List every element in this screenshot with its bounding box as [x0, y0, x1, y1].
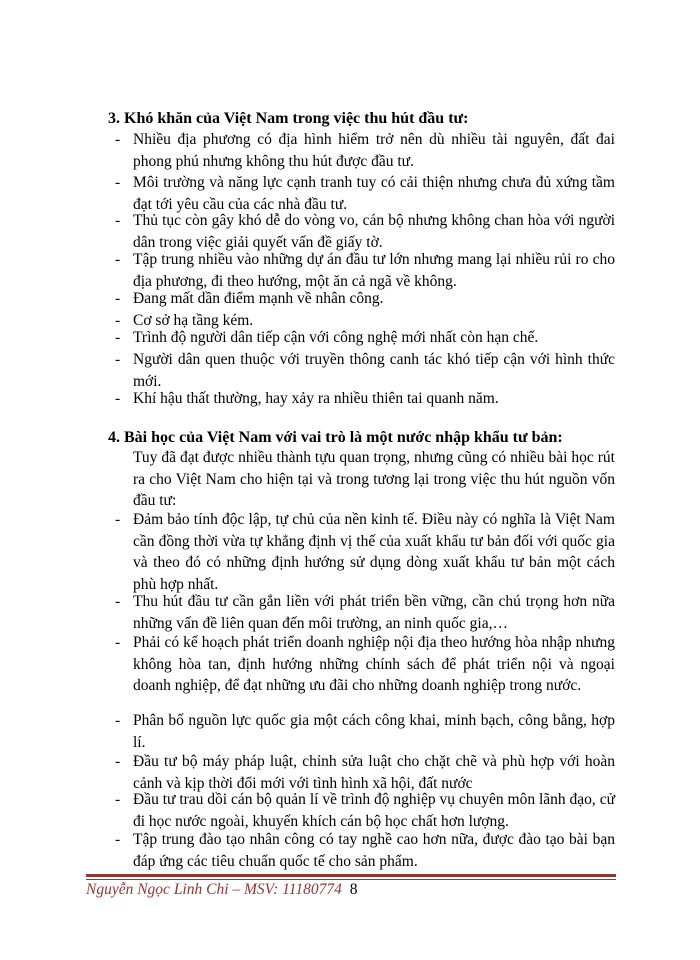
page-footer [86, 880, 358, 900]
list-item-text: Đảm bảo tính độc lập, tự chủ của nền kinh tế. Điều này có nghĩa là Việt Nam cần đồng thời vừa tự khẳng định vị thế của xuất khẩu tư bản đối với quốc gia và theo đó có những định hướng sử dụng dòng xuất khẩu tư bản một cách phù hợp nhất. [133, 511, 615, 593]
bullet-dash: - [115, 791, 121, 808]
list-item-text: Đầu tư bộ máy pháp luật, chỉnh sửa luật cho chặt chẽ và phù hợp với hoàn cảnh và kịp thời đổi mới với tình hình xã hội, đất nước [133, 753, 615, 792]
list-item-text: Tập trung nhiều vào những dự án đầu tư lớn nhưng mang lại nhiều rủi ro cho địa phương, đi theo hướng, một ăn cả ngã về không. [133, 251, 615, 290]
bullet-dash: - [115, 593, 121, 610]
list-item [115, 388, 615, 410]
bullet-dash: - [115, 312, 121, 329]
bullet-dash: - [115, 329, 121, 346]
list-item-text: Người dân quen thuộc với truyền thông canh tác khó tiếp cận với hình thức mới. [133, 351, 615, 390]
bullet-dash: - [115, 251, 121, 268]
footer-author: Nguyễn Ngọc Linh Chi – MSV: 11180774 [86, 881, 342, 898]
bullet-dash: - [115, 174, 121, 191]
list-item-text: Đầu tư trau dồi cán bộ quản lí về trình độ nghiệp vụ chuyên môn lãnh đạo, cử đi học nước ngoài, khuyến khích cán bộ học chất hơn lượng. [133, 791, 615, 830]
bullet-dash: - [115, 390, 121, 407]
list-item [115, 789, 615, 832]
list-item-text: Đang mất dần điểm mạnh về nhân công. [133, 290, 384, 307]
list-item [115, 632, 615, 697]
list-item [115, 210, 615, 253]
list-item-text: Nhiều địa phương có địa hình hiểm trở nên dù nhiều tài nguyên, đất đai phong phú nhưng không thu hút được đầu tư. [133, 131, 615, 170]
bullet-dash: - [115, 712, 121, 729]
bullet-dash: - [115, 511, 121, 528]
section-4-heading: 4. Bài học của Việt Nam với vai trò là một nước nhập khẩu tư bản: [108, 429, 563, 446]
list-item [115, 349, 615, 392]
list-item [115, 249, 615, 292]
list-item-text: Thủ tục còn gây khó dễ do vòng vo, cán bộ nhưng không chan hòa với người dân trong việc giải quyết vấn đề giấy tờ. [133, 212, 615, 251]
list-item-text: Trình độ người dân tiếp cận với công nghệ mới nhất còn hạn chế. [133, 329, 539, 346]
bullet-dash: - [115, 351, 121, 368]
footer-rule-thick [86, 874, 616, 877]
list-item-text: Môi trường và năng lực cạnh tranh tuy có cải thiện nhưng chưa đủ xứng tầm đạt tới yêu cầu của các nhà đầu tư. [133, 174, 615, 213]
list-item [115, 509, 615, 595]
section-4-intro: Tuy đã đạt được nhiều thành tựu quan trọng, nhưng cũng có nhiều bài học rút ra cho Việt Nam cho hiện tại và trong tương lại trong việc thu hút nguồn vốn đầu tư: [133, 449, 615, 509]
bullet-dash: - [115, 131, 121, 148]
list-item-text: Phải có kế hoạch phát triển doanh nghiệp nội địa theo hướng hòa nhập nhưng không hòa tan, định hướng những chính sách để phát triển nội và ngoại doanh nghiệp, để đạt những ưu đãi cho những doanh nghiệp trong nước. [133, 634, 615, 694]
list-item [115, 172, 615, 215]
page-number: 8 [349, 881, 358, 898]
list-item-text: Phân bố nguồn lực quốc gia một cách công khai, minh bạch, công bằng, hợp lí. [133, 712, 615, 751]
list-item [115, 129, 615, 172]
bullet-dash: - [115, 212, 121, 229]
list-item [115, 591, 615, 634]
bullet-dash: - [115, 753, 121, 770]
list-item [115, 710, 615, 753]
list-item-text: Thu hút đầu tư cần gắn liền với phát triển bền vững, cần chú trọng hơn nữa những vấn đề liên quan đến môi trường, an ninh quốc gia,… [133, 593, 615, 632]
list-item [115, 327, 615, 349]
list-item-text: Tập trung đào tạo nhân công có tay nghề cao hơn nữa, được đào tạo bài bạn đáp ứng các tiêu chuẩn quốc tế cho sản phẩm. [133, 831, 615, 870]
section-3-heading: 3. Khó khăn của Việt Nam trong việc thu hút đầu tư: [108, 110, 469, 127]
bullet-dash: - [115, 290, 121, 307]
list-item [115, 751, 615, 794]
list-item [115, 288, 615, 310]
bullet-dash: - [115, 831, 121, 848]
list-item-text: Cơ sở hạ tầng kém. [133, 312, 254, 329]
list-item [115, 829, 615, 872]
list-item-text: Khí hậu thất thường, hay xảy ra nhiều thiên tai quanh năm. [133, 390, 499, 407]
bullet-dash: - [115, 634, 121, 651]
